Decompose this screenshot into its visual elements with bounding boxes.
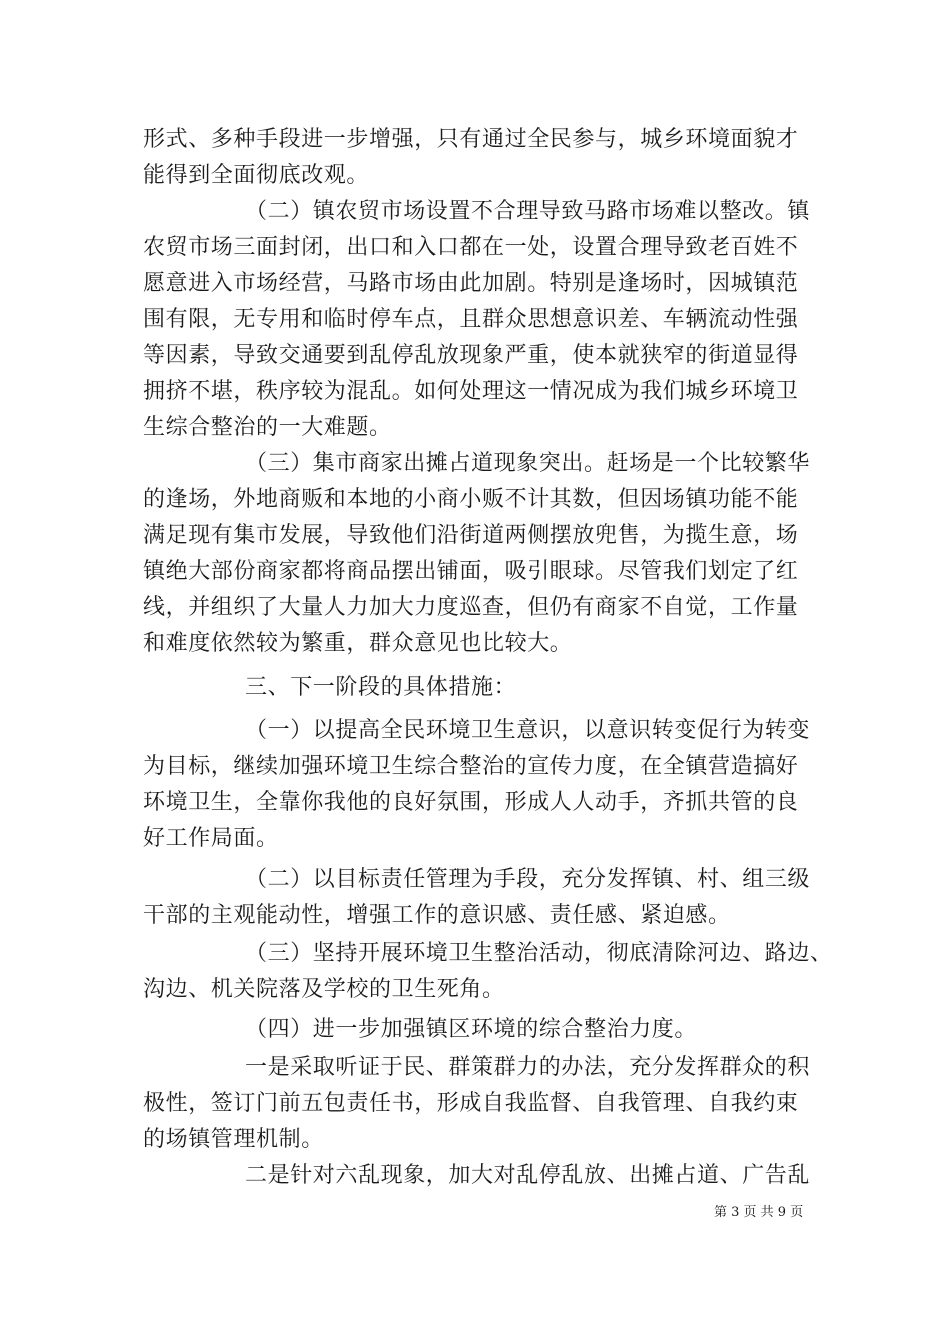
body-text-line: 的场镇管理机制。 — [143, 1127, 324, 1152]
paragraph-heading-line: （三）集市商家出摊占道现象突出。赶场是一个比较繁华 — [245, 451, 811, 476]
paragraph-heading-line: （二）以目标责任管理为手段，充分发挥镇、村、组三级 — [245, 867, 811, 892]
body-text-line: 围有限，无专用和临时停车点，且群众思想意识差、车辆流动性强 — [143, 307, 799, 332]
body-text-line: 愿意进入市场经营，马路市场由此加剧。特别是逢场时，因城镇范 — [143, 271, 799, 296]
body-text-line: 生综合整治的一大难题。 — [143, 415, 392, 440]
body-text-line: 满足现有集市发展，导致他们沿街道两侧摆放兜售，为揽生意，场 — [143, 523, 799, 548]
body-text-line: 为目标，继续加强环境卫生综合整治的宣传力度，在全镇营造搞好 — [143, 754, 799, 779]
body-text-line: 线，并组织了大量人力加大力度巡查，但仍有商家不自觉，工作量 — [143, 595, 799, 620]
body-text-line: 形式、多种手段进一步增强，只有通过全民参与，城乡环境面貌才 — [143, 127, 799, 152]
paragraph-heading-line: （一）以提高全民环境卫生意识，以意识转变促行为转变 — [245, 718, 811, 743]
body-text-line: 沟边、机关院落及学校的卫生死角。 — [143, 977, 505, 1002]
body-text-line: 极性，签订门前五包责任书，形成自我监督、自我管理、自我约束 — [143, 1091, 799, 1116]
body-text-line: 能得到全面彻底改观。 — [143, 163, 370, 188]
body-text-line: 农贸市场三面封闭，出口和入口都在一处，设置合理导致老百姓不 — [143, 235, 799, 260]
body-text-line: 好工作局面。 — [143, 826, 279, 851]
paragraph-heading-line: （三）坚持开展环境卫生整治活动，彻底清除河边、路边、 — [245, 941, 833, 966]
body-text-line: 拥挤不堪，秩序较为混乱。如何处理这一情况成为我们城乡环境卫 — [143, 379, 799, 404]
section-heading: 三、下一阶段的具体措施： — [245, 675, 517, 700]
body-text-line: 环境卫生，全靠你我他的良好氛围，形成人人动手，齐抓共管的良 — [143, 790, 799, 815]
body-text-line: 等因素，导致交通要到乱停乱放现象严重，使本就狭窄的街道显得 — [143, 343, 799, 368]
paragraph-heading-line: 一是采取听证于民、群策群力的办法，充分发挥群众的积 — [245, 1055, 811, 1080]
body-text-line: 干部的主观能动性，增强工作的意识感、责任感、紧迫感。 — [143, 903, 731, 928]
body-text-line: 和难度依然较为繁重，群众意见也比较大。 — [143, 631, 573, 656]
paragraph-heading-line: （二）镇农贸市场设置不合理导致马路市场难以整改。镇 — [245, 199, 811, 224]
body-text-line: 镇绝大部份商家都将商品摆出铺面，吸引眼球。尽管我们划定了红 — [143, 559, 799, 584]
paragraph-heading-line: 二是针对六乱现象，加大对乱停乱放、出摊占道、广告乱 — [245, 1163, 811, 1188]
page-number: 第 3 页 共 9 页 — [714, 1205, 804, 1220]
body-text-line: 的逢场，外地商贩和本地的小商小贩不计其数，但因场镇功能不能 — [143, 487, 799, 512]
paragraph-heading-line: （四）进一步加强镇区环境的综合整治力度。 — [245, 1017, 698, 1042]
